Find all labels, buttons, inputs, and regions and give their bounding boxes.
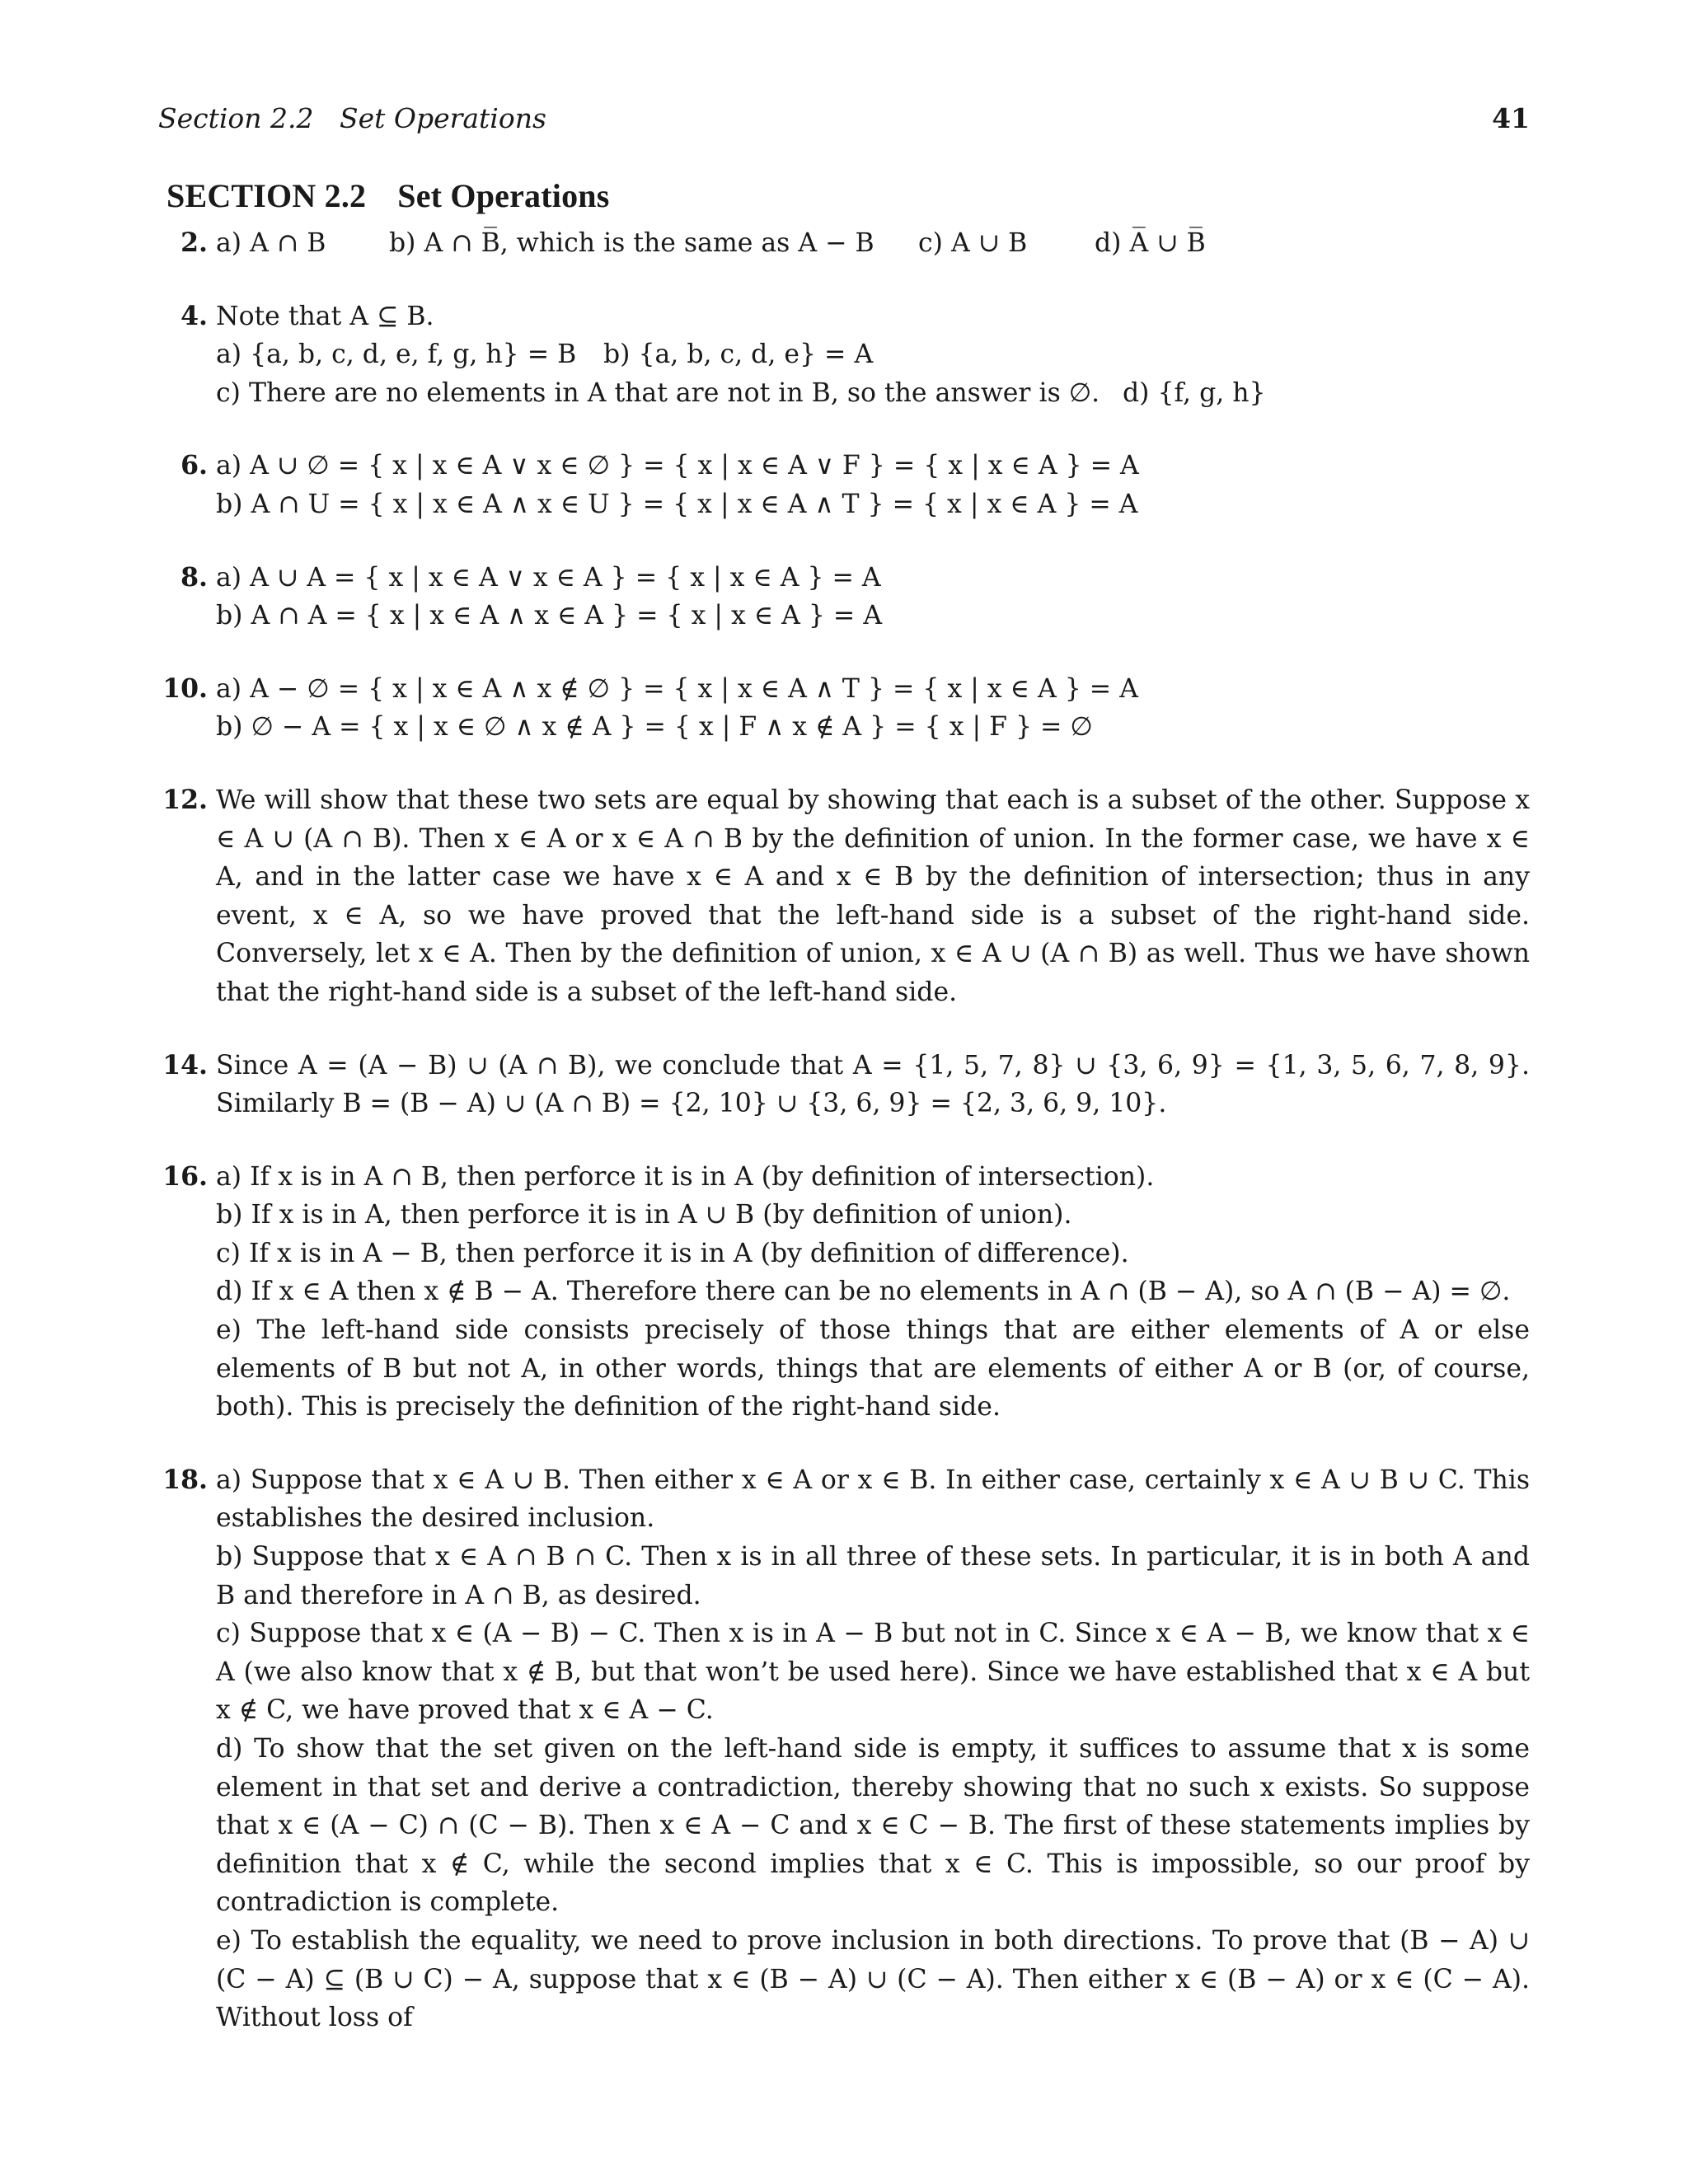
problem-6: [158, 447, 1530, 523]
problem-4-cd: [216, 374, 1530, 413]
problem-number: 16.: [162, 1160, 208, 1192]
problem-number: 8.: [181, 561, 208, 593]
section-heading: [166, 176, 610, 215]
problem-10: [158, 670, 1530, 747]
problem-2-parts: [216, 224, 1530, 263]
problem-16: [158, 1158, 1530, 1427]
part-a: a) Suppose that x ∈ A ∪ B. Then either x ∈ A or x ∈ B. In either case, certainly x ∈ A ∪ B ∪ C. This establishes the desired inclusion.: [216, 1465, 1530, 1534]
running-head-section: Section 2.2: [158, 102, 314, 134]
problem-4-intro: Note that A ⊆ B.: [216, 301, 434, 331]
problem-2: [158, 224, 1530, 263]
part-b: b) A ∩ U = { x | x ∈ A ∧ x ∈ U } = { x | x ∈ A ∧ T } = { x | x ∈ A } = A: [216, 489, 1138, 519]
part-b: b) Suppose that x ∈ A ∩ B ∩ C. Then x is in all three of these sets. In particular, it is in both A and B and therefore in A ∩ B, as desired.: [216, 1542, 1530, 1610]
problem-number: 12.: [162, 784, 208, 815]
part-b: b) ∅ − A = { x | x ∈ ∅ ∧ x ∉ A } = { x | F ∧ x ∉ A } = { x | F } = ∅: [216, 712, 1093, 743]
part-a: a) A ∪ A = { x | x ∈ A ∨ x ∈ A } = { x | x ∈ A } = A: [216, 562, 881, 593]
part-a: a) A ∪ ∅ = { x | x ∈ A ∨ x ∈ ∅ } = { x | x ∈ A ∨ F } = { x | x ∈ A } = A: [216, 451, 1139, 481]
part-b: b) A ∩ B̅, which is the same as A − B: [389, 228, 874, 258]
problem-12-text: We will show that these two sets are equal by showing that each is a subset of the other. Suppose x ∈ A ∪ (A ∩ B). Then x ∈ A or x ∈ A ∩ B by the definition of union. In the former case, we have x ∈ A, and in the latter case we have x ∈ A and x ∈ B by the definition of intersection; thus in any event, x ∈ A, so we have proved that the left-hand side is a subset of the right-hand side. Conversely, let x ∈ A. Then by the definition of union, x ∈ A ∪ (A ∩ B) as well. Thus we have shown that the right-hand side is a subset of the left-hand side.: [216, 785, 1530, 1007]
problem-18: [158, 1461, 1530, 2037]
part-d: d) {f, g, h}: [1123, 377, 1266, 408]
problem-number: 14.: [162, 1049, 208, 1080]
part-c: c) A ∪ B: [918, 228, 1028, 258]
running-head-title: Set Operations: [340, 102, 546, 134]
part-d: d) A̅ ∪ B̅: [1095, 228, 1206, 258]
problem-8: [158, 559, 1530, 635]
part-a: a) If x is in A ∩ B, then perforce it is in A (by definition of intersection).: [216, 1161, 1155, 1192]
problem-number: 2.: [181, 227, 208, 258]
part-c: c) Suppose that x ∈ (A − B) − C. Then x is in A − B but not in C. Since x ∈ A − B, we know that x ∈ A (we also know that x ∉ B, but that won’t be used here). Since we have established that x ∈ A but x ∉ C, we have proved that x ∈ A − C.: [216, 1619, 1530, 1726]
page-number: 41: [1492, 102, 1530, 134]
solutions-body: [158, 224, 1530, 2072]
part-c: c) If x is in A − B, then perforce it is in A (by definition of difference).: [216, 1238, 1129, 1268]
running-head: [158, 102, 1530, 138]
problem-number: 18.: [162, 1464, 208, 1495]
section-number: SECTION 2.2: [166, 177, 367, 214]
part-e: e) To establish the equality, we need to prove inclusion in both directions. To prove that (B − A) ∪ (C − A) ⊆ (B ∪ C) − A, suppose that x ∈ (B − A) ∪ (C − A). Then either x ∈ (B − A) or x ∈ (C − A). Without loss of: [216, 1925, 1530, 2033]
problem-number: 4.: [181, 300, 208, 331]
problem-number: 10.: [162, 673, 208, 704]
part-d: d) If x ∈ A then x ∉ B − A. Therefore there can be no elements in A ∩ (B − A), so A ∩ (B − A) = ∅.: [216, 1277, 1511, 1307]
part-b: b) If x is in A, then perforce it is in A ∪ B (by definition of union).: [216, 1200, 1072, 1230]
problem-12: [158, 781, 1530, 1012]
section-title: Set Operations: [397, 177, 610, 214]
part-b: b) A ∩ A = { x | x ∈ A ∧ x ∈ A } = { x | x ∈ A } = A: [216, 601, 883, 631]
part-d: d) To show that the set given on the left-hand side is empty, it suffices to assume that x is some element in that set and derive a contradiction, thereby showing that no such x exists. So suppose that x ∈ (A − C) ∩ (C − B). Then x ∈ A − C and x ∈ C − B. The first of these statements implies by definition that x ∉ C, while the second implies that x ∈ C. This is impossible, so our proof by contradiction is complete.: [216, 1734, 1530, 1918]
part-b: b) {a, b, c, d, e} = A: [603, 340, 874, 370]
problem-4: [158, 298, 1530, 413]
part-c: c) There are no elements in A that are not in B, so the answer is ∅.: [216, 377, 1100, 408]
problem-14-text: Since A = (A − B) ∪ (A ∩ B), we conclude that A = {1, 5, 7, 8} ∪ {3, 6, 9} = {1, 3, 5, 6, 7, 8, 9}. Similarly B = (B − A) ∪ (A ∩ B) = {2, 10} ∪ {3, 6, 9} = {2, 3, 6, 9, 10}.: [216, 1050, 1530, 1119]
part-a: a) {a, b, c, d, e, f, g, h} = B: [216, 340, 577, 370]
problem-14: [158, 1047, 1530, 1123]
problem-number: 6.: [181, 450, 208, 481]
part-a: a) A ∩ B: [216, 228, 326, 258]
part-a: a) A − ∅ = { x | x ∈ A ∧ x ∉ ∅ } = { x | x ∈ A ∧ T } = { x | x ∈ A } = A: [216, 673, 1138, 704]
problem-4-ab: [216, 335, 1530, 374]
part-e: e) The left-hand side consists precisely of those things that are either elements of A or else elements of B but not A, in other words, things that are elements of either A or B (or, of course, both). This is precisely the definition of the right-hand side.: [216, 1315, 1530, 1422]
